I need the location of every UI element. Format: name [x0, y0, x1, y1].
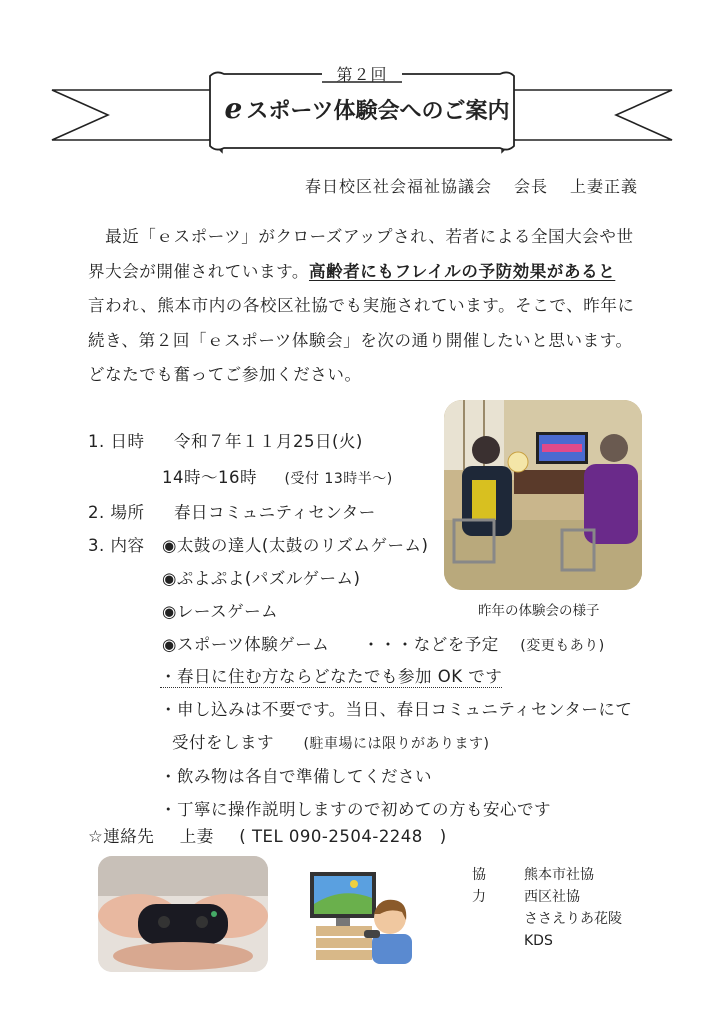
- place-row: [88, 499, 376, 523]
- cooperation-org: 西区社協: [524, 889, 580, 905]
- intro-line: 最近「ｅスポーツ」がクローズアップされ、若者による全国大会や世: [88, 227, 634, 246]
- intro-line: 言われ、熊本市内の各校区社協でも実施されています。そこで、昨年に: [88, 296, 635, 315]
- parking-note: (駐車場には限りがあります): [303, 736, 490, 752]
- intro-paragraph: [88, 220, 648, 393]
- date-label: 1. 日時: [88, 432, 145, 451]
- content-item: ◉レースゲーム: [162, 602, 279, 621]
- reception-time: (受付 13時半～): [284, 471, 393, 487]
- date-value: 令和７年１１月25日(火): [174, 432, 363, 451]
- content-item-last: [162, 631, 605, 655]
- sender-organization: 春日校区社会福祉協議会: [305, 177, 493, 196]
- contact-row: [88, 823, 447, 847]
- game-controller-photo: [98, 856, 268, 972]
- sender-line: [305, 174, 638, 197]
- place-label: 2. 場所: [88, 503, 145, 522]
- contact-label: ☆連絡先: [88, 827, 155, 846]
- time-value: 14時～16時: [162, 468, 257, 487]
- intro-line: 続き、第２回「ｅスポーツ体験会」を次の通り開催したいと思います。: [88, 330, 633, 350]
- cooperation-org: KDS: [524, 933, 553, 949]
- title-e-letter: e: [224, 92, 243, 125]
- event-round-label: 第２回: [336, 65, 388, 84]
- cooperation-org: 熊本市社協: [524, 867, 594, 883]
- time-row: [162, 464, 393, 488]
- cooperation-label: 協力: [472, 867, 486, 905]
- frailty-highlight: 高齢者にもフレイルの予防効果があると: [308, 261, 616, 281]
- note-eligibility: [160, 663, 502, 687]
- title-banner: [0, 0, 724, 170]
- place-value: 春日コミュニティセンター: [174, 503, 376, 522]
- sender-role: 会長: [514, 177, 549, 196]
- contact-name: 上妻: [179, 827, 214, 846]
- photo-caption: 昨年の体験会の様子: [478, 603, 600, 619]
- title-text: スポーツ体験会へのご案内: [246, 99, 510, 124]
- note-text: 受付をします: [172, 733, 274, 752]
- page-title: [222, 92, 512, 125]
- contact-tel: ( TEL 090-2504-2248 ): [239, 827, 447, 846]
- content-item: ◉スポーツ体験ゲーム: [162, 635, 330, 654]
- note-drinks: ・飲み物は各自で準備してください: [160, 767, 432, 786]
- last-year-event-photo: [444, 400, 642, 590]
- intro-line-text: 界大会が開催されています。: [88, 261, 309, 281]
- intro-line: どなたでも奮ってご参加ください。: [88, 365, 362, 384]
- date-row: [88, 428, 363, 452]
- contents-note: (変更もあり): [520, 638, 605, 654]
- note-text: ・春日に住む方ならどなたでも参加 OK です: [160, 667, 503, 686]
- intro-line: [88, 255, 648, 290]
- contents-suffix: ・・・などを予定: [362, 635, 499, 654]
- content-item: ◉ぷよぷよ(パズルゲーム): [162, 569, 361, 588]
- gamer-illustration: [306, 868, 416, 968]
- sender-name: 上妻正義: [570, 177, 639, 196]
- content-item: ◉太鼓の達人(太鼓のリズムゲーム): [162, 536, 429, 555]
- note-registration: ・申し込みは不要です。当日、春日コミュニティセンターにて: [160, 700, 633, 719]
- cooperation-list: [524, 864, 622, 952]
- note-instructions: ・丁寧に操作説明しますので初めての方も安心です: [160, 800, 551, 819]
- note-reception: [172, 729, 489, 753]
- cooperation-org: ささえりあ花陵: [524, 911, 622, 927]
- content-label: 3. 内容: [88, 536, 145, 555]
